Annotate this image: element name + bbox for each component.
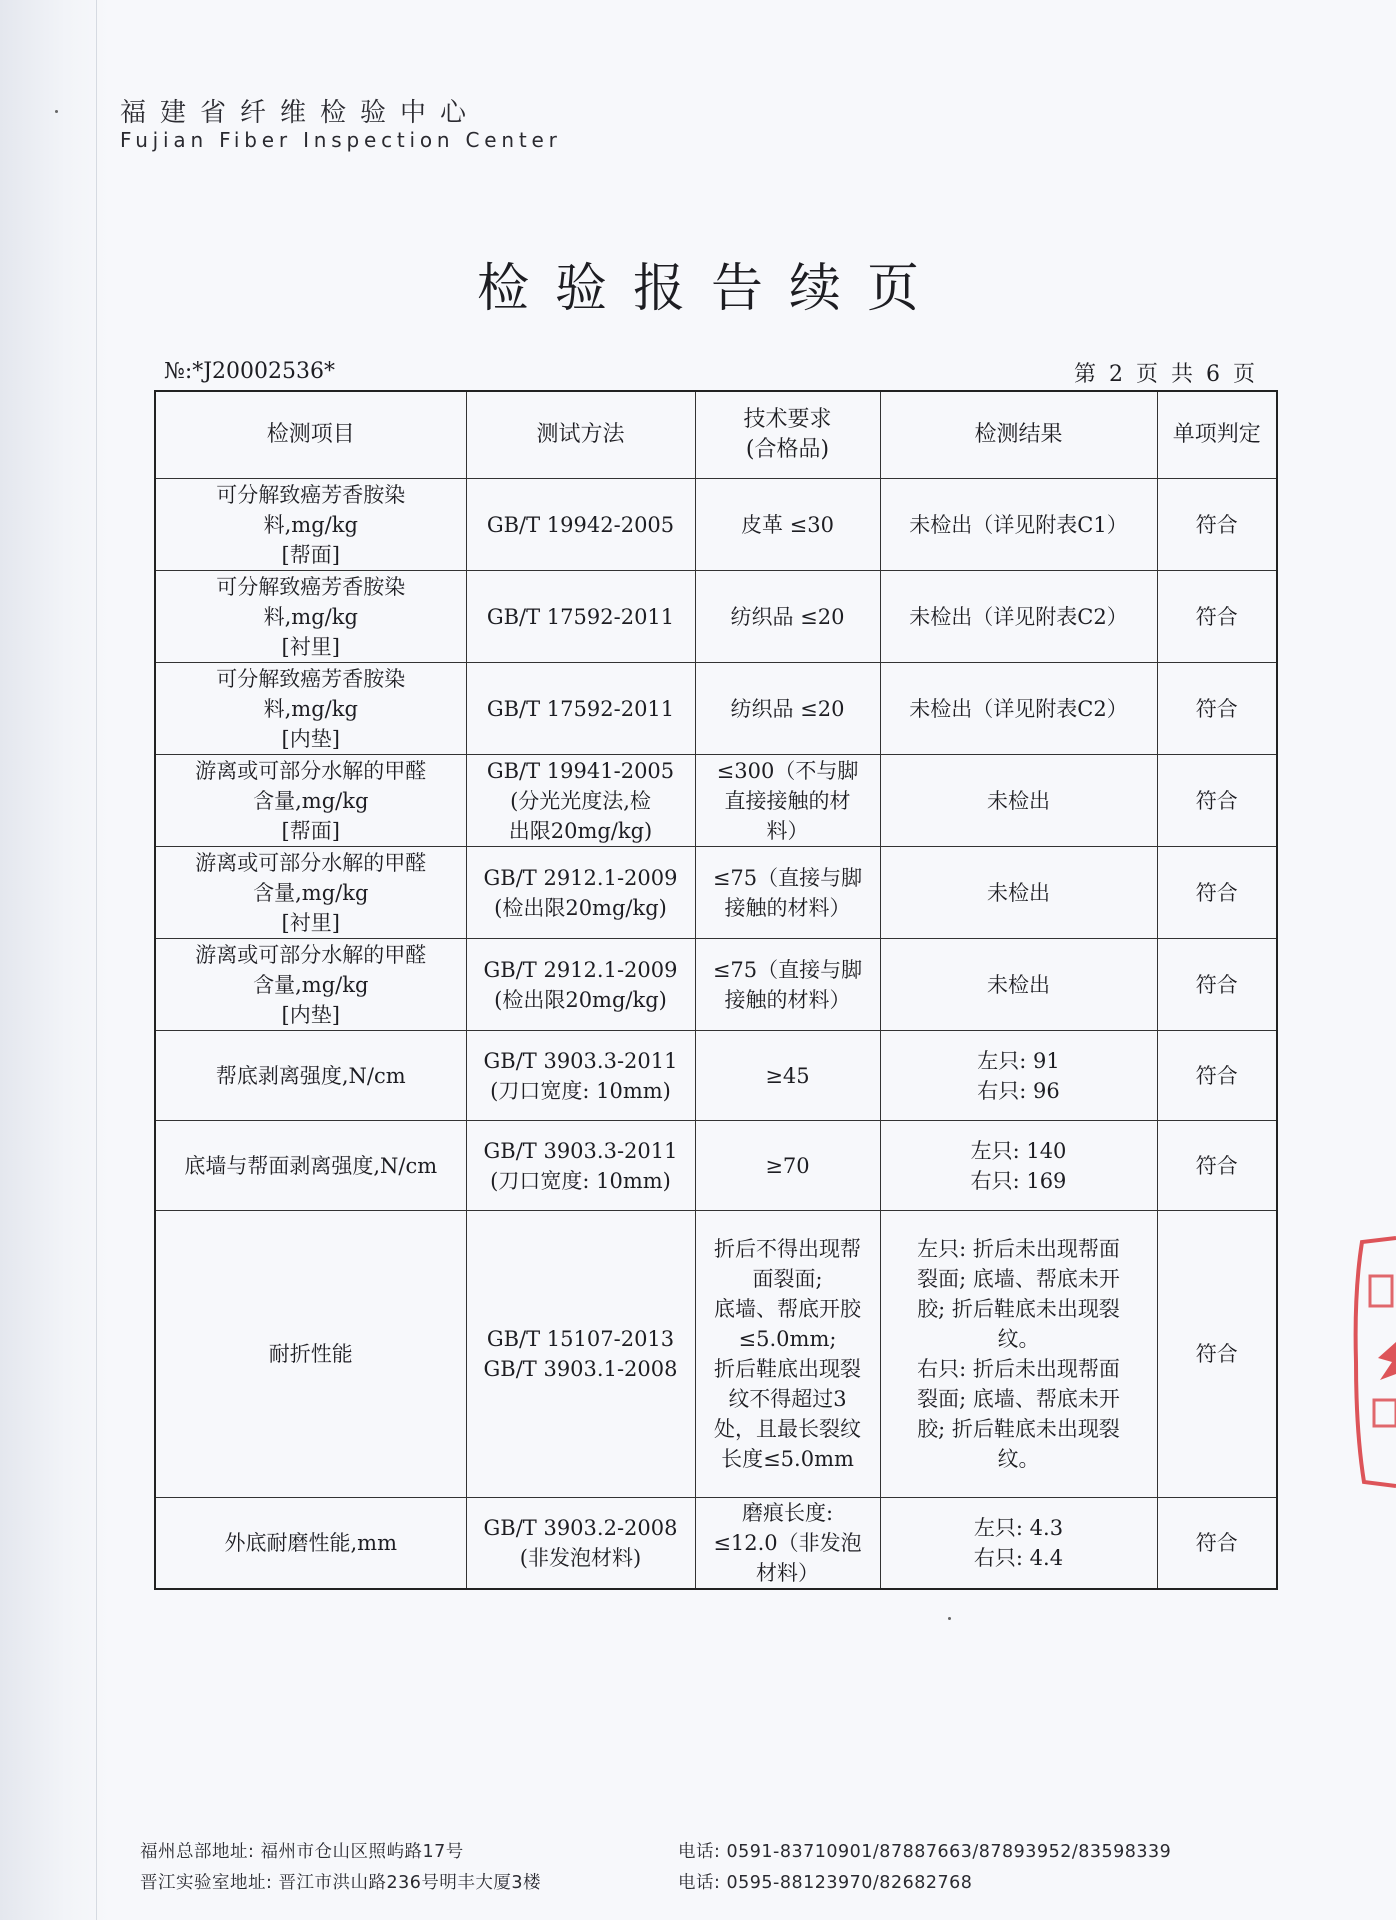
- table-row: [155, 571, 1277, 663]
- requirement-cell: ≤75（直接与脚 接触的材料）: [695, 847, 880, 939]
- test-method-cell: GB/T 17592-2011: [466, 663, 695, 755]
- footer-headquarters-line: [140, 1838, 1172, 1863]
- lab-phone: 0595-88123970/82682768: [726, 1873, 973, 1893]
- verdict-cell: 符合: [1157, 847, 1277, 939]
- table-row: [155, 847, 1277, 939]
- test-method-cell: GB/T 3903.3-2011 (刀口宽度: 10mm): [466, 1031, 695, 1121]
- requirement-cell: 纺织品 ≤20: [695, 571, 880, 663]
- test-method-cell: GB/T 3903.3-2011 (刀口宽度: 10mm): [466, 1121, 695, 1211]
- inspection-results-table: [154, 390, 1278, 1590]
- result-cell: 未检出: [880, 755, 1157, 847]
- test-item-cell: 游离或可部分水解的甲醛 含量,mg/kg [帮面]: [155, 755, 466, 847]
- verdict-cell: 符合: [1157, 1121, 1277, 1211]
- test-method-cell: GB/T 2912.1-2009 (检出限20mg/kg): [466, 939, 695, 1031]
- test-method-cell: GB/T 2912.1-2009 (检出限20mg/kg): [466, 847, 695, 939]
- lab-phone-group: [678, 1869, 972, 1894]
- requirement-cell: ≤300（不与脚 直接接触的材 料）: [695, 755, 880, 847]
- red-seal-stamp-fragment: [1352, 1232, 1396, 1492]
- verdict-cell: 符合: [1157, 1498, 1277, 1590]
- headquarters-phone-label: 电话:: [678, 1842, 721, 1862]
- document-title: 检验报告续页: [476, 259, 945, 319]
- center-name-english: Fujian Fiber Inspection Center: [120, 128, 562, 152]
- column-header-requirement: 技术要求 (合格品): [695, 391, 880, 479]
- table-row: [155, 755, 1277, 847]
- test-method-cell: GB/T 3903.2-2008 (非发泡材料): [466, 1498, 695, 1590]
- headquarters-phone-group: [678, 1838, 1171, 1863]
- table-row: [155, 1211, 1277, 1498]
- result-cell: 未检出（详见附表C1）: [880, 479, 1157, 571]
- result-cell: 左只: 140 右只: 169: [880, 1121, 1157, 1211]
- verdict-cell: 符合: [1157, 479, 1277, 571]
- headquarters-address: 福州市仓山区照屿路17号: [260, 1842, 464, 1862]
- table-row: [155, 663, 1277, 755]
- footer-lab-line: [140, 1869, 973, 1894]
- verdict-cell: 符合: [1157, 755, 1277, 847]
- table-row: [155, 479, 1277, 571]
- table-row: [155, 939, 1277, 1031]
- test-item-cell: 可分解致癌芳香胺染 料,mg/kg [帮面]: [155, 479, 466, 571]
- table-row: [155, 1498, 1277, 1590]
- verdict-cell: 符合: [1157, 1031, 1277, 1121]
- result-cell: 左只: 4.3 右只: 4.4: [880, 1498, 1157, 1590]
- page-indicator: 第 2 页 共 6 页: [1074, 362, 1258, 387]
- result-cell: 未检出: [880, 939, 1157, 1031]
- column-header-item: 检测项目: [155, 391, 466, 479]
- test-item-cell: 可分解致癌芳香胺染 料,mg/kg [衬里]: [155, 571, 466, 663]
- headquarters-address-label: 福州总部地址:: [140, 1842, 255, 1862]
- result-cell: 左只: 91 右只: 96: [880, 1031, 1157, 1121]
- result-cell: 未检出（详见附表C2）: [880, 571, 1157, 663]
- scan-speck: [55, 110, 58, 113]
- verdict-cell: 符合: [1157, 663, 1277, 755]
- test-method-cell: GB/T 19942-2005: [466, 479, 695, 571]
- test-item-cell: 外底耐磨性能,mm: [155, 1498, 466, 1590]
- table-row: [155, 1031, 1277, 1121]
- test-item-cell: 帮底剥离强度,N/cm: [155, 1031, 466, 1121]
- column-header-method: 测试方法: [466, 391, 695, 479]
- test-method-cell: GB/T 15107-2013 GB/T 3903.1-2008: [466, 1211, 695, 1498]
- headquarters-phone: 0591-83710901/87887663/87893952/83598339: [726, 1842, 1172, 1862]
- lab-phone-label: 电话:: [678, 1873, 721, 1893]
- requirement-cell: 磨痕长度: ≤12.0（非发泡 材料）: [695, 1498, 880, 1590]
- requirement-cell: 皮革 ≤30: [695, 479, 880, 571]
- test-method-cell: GB/T 19941-2005 (分光光度法,检 出限20mg/kg): [466, 755, 695, 847]
- result-cell: 未检出: [880, 847, 1157, 939]
- report-number: №:*J20002536*: [164, 359, 336, 384]
- requirement-cell: ≥70: [695, 1121, 880, 1211]
- requirement-cell: ≥45: [695, 1031, 880, 1121]
- lab-address: 晋江市洪山路236号明丰大厦3楼: [278, 1873, 542, 1893]
- result-cell: 未检出（详见附表C2）: [880, 663, 1157, 755]
- table-header-row: [155, 391, 1277, 479]
- verdict-cell: 符合: [1157, 1211, 1277, 1498]
- test-item-cell: 底墙与帮面剥离强度,N/cm: [155, 1121, 466, 1211]
- column-header-verdict: 单项判定: [1157, 391, 1277, 479]
- scan-speck: [948, 1617, 951, 1620]
- center-name-chinese: 福建省纤维检验中心: [120, 98, 481, 128]
- result-cell: 左只: 折后未出现帮面 裂面; 底墙、帮底未开 胶; 折后鞋底未出现裂 纹。 右只: 折后未出现帮面 裂面; 底墙、帮底未开 胶; 折后鞋底未出现裂 纹。: [880, 1211, 1157, 1498]
- lab-address-label: 晋江实验室地址:: [140, 1873, 273, 1893]
- verdict-cell: 符合: [1157, 571, 1277, 663]
- table-row: [155, 1121, 1277, 1211]
- requirement-cell: ≤75（直接与脚 接触的材料）: [695, 939, 880, 1031]
- test-method-cell: GB/T 17592-2011: [466, 571, 695, 663]
- test-item-cell: 游离或可部分水解的甲醛 含量,mg/kg [内垫]: [155, 939, 466, 1031]
- test-item-cell: 游离或可部分水解的甲醛 含量,mg/kg [衬里]: [155, 847, 466, 939]
- requirement-cell: 纺织品 ≤20: [695, 663, 880, 755]
- requirement-cell: 折后不得出现帮 面裂面; 底墙、帮底开胶 ≤5.0mm; 折后鞋底出现裂 纹不得超过3 处，且最长裂纹 长度≤5.0mm: [695, 1211, 880, 1498]
- verdict-cell: 符合: [1157, 939, 1277, 1031]
- column-header-result: 检测结果: [880, 391, 1157, 479]
- test-item-cell: 可分解致癌芳香胺染 料,mg/kg [内垫]: [155, 663, 466, 755]
- test-item-cell: 耐折性能: [155, 1211, 466, 1498]
